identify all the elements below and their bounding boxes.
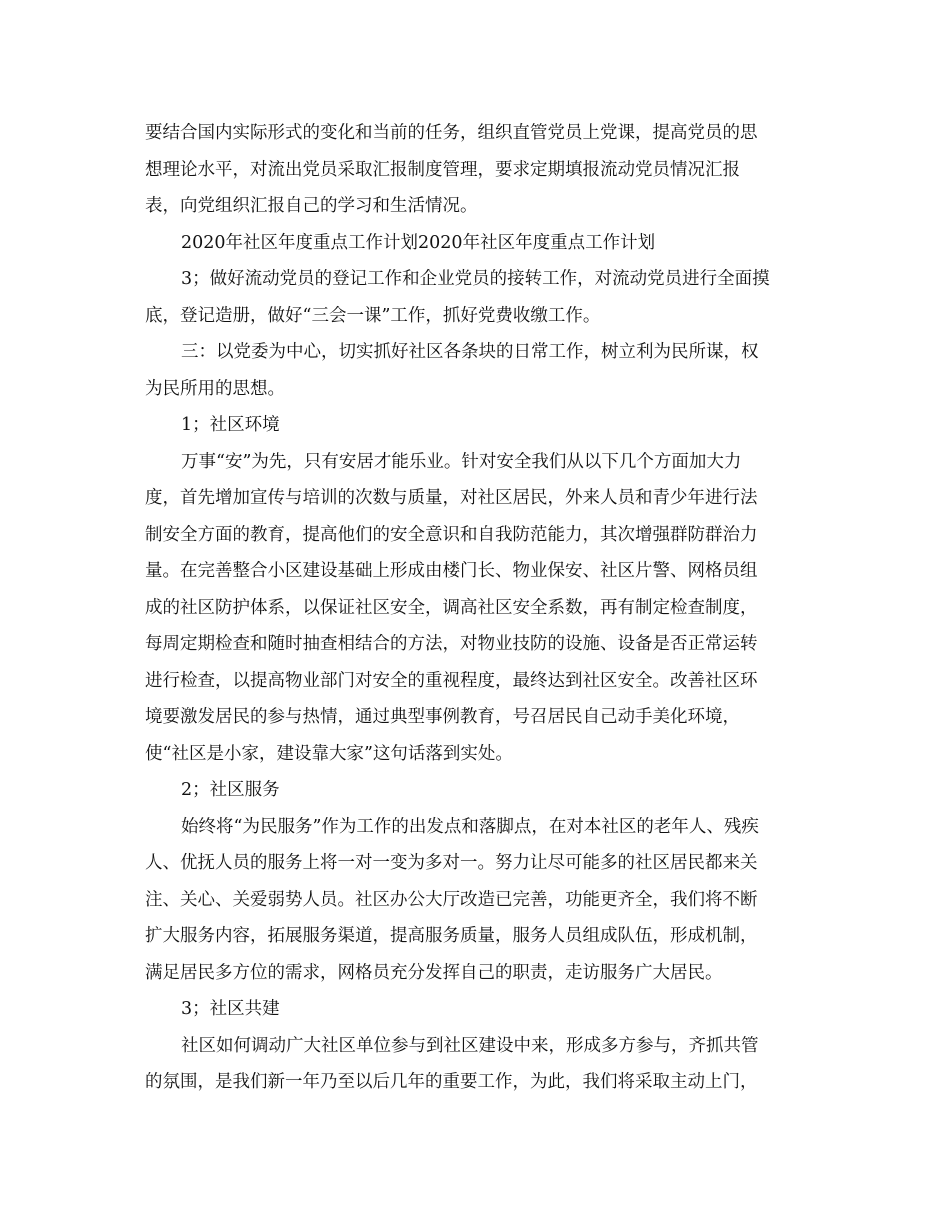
text-line: 3；社区共建 [181,999,280,1019]
text-line: 每周定期检查和随时抽查相结合的方法，对物业技防的设施、设备是否正常运转 [145,634,758,654]
text-line: 为民所用的思想。 [145,378,285,399]
text-line: 万事“安”为先，只有安居才能乐业。针对安全我们从以下几个方面加大力 [181,451,742,472]
text-line: 想理论水平，对流出党员采取汇报制度管理，要求定期填报流动党员情况汇报 [145,159,740,180]
text-line: 三：以党委为中心，切实抓好社区各条块的日常工作，树立利为民所谋，权 [181,342,759,362]
text-line: 社区如何调动广大社区单位参与到社区建设中来，形成多方参与，齐抓共管 [181,1035,759,1056]
text-line: 使“社区是小家，建设靠大家”这句话落到实处。 [145,743,513,764]
text-line: 制安全方面的教育，提高他们的安全意识和自我防范能力，其次增强群防群治力 [145,524,758,545]
text-line: 的氛围，是我们新一年乃至以后几年的重要工作，为此，我们将采取主动上门， [145,1072,758,1092]
text-line: 3；做好流动党员的登记工作和企业党员的接转工作，对流动党员进行全面摸 [181,269,770,289]
text-line: 表，向党组织汇报自己的学习和生活情况。 [145,196,478,216]
text-line: 始终将“为民服务”作为工作的出发点和落脚点，在对本社区的老年人、残疾 [181,816,759,837]
text-line: 量。在完善整合小区建设基础上形成由楼门长、物业保安、社区片警、网格员组 [145,561,758,581]
document-body [145,115,810,1101]
text-line: 1；社区环境 [181,415,280,435]
text-line: 扩大服务内容，拓展服务渠道，提高服务质量，服务人员组成队伍，形成机制， [145,926,758,946]
text-line: 进行检查，以提高物业部门对安全的重视程度，最终达到社区安全。改善社区环 [145,670,758,691]
text-line: 2020年社区年度重点工作计划2020年社区年度重点工作计划 [181,232,656,253]
text-line: 境要激发居民的参与热情，通过典型事例教育，号召居民自己动手美化环境， [145,707,740,727]
text-line: 要结合国内实际形式的变化和当前的任务，组织直管党员上党课，提高党员的思 [145,123,758,143]
text-line: 2；社区服务 [181,780,280,800]
text-line: 满足居民多方位的需求，网格员充分发挥自己的职责，走访服务广大居民。 [145,962,723,983]
text-line: 度，首先增加宣传与培训的次数与质量，对社区居民，外来人员和青少年进行法 [145,488,758,508]
text-line: 注、关心、关爱弱势人员。社区办公大厅改造已完善，功能更齐全，我们将不断 [145,889,758,910]
text-line: 成的社区防护体系，以保证社区安全，调高社区安全系数，再有制定检查制度， [145,597,758,618]
text-line: 人、优抚人员的服务上将一对一变为多对一。努力让尽可能多的社区居民都来关 [145,853,758,873]
text-line: 底，登记造册，做好“三会一课”工作，抓好党费收缴工作。 [145,305,601,326]
